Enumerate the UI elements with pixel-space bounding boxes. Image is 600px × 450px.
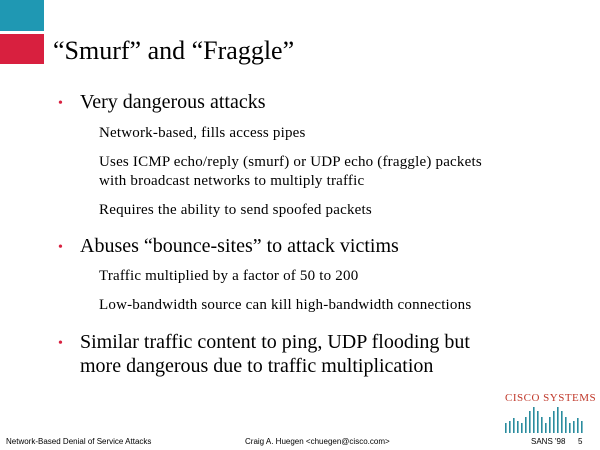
sub-bullet: Network-based, fills access pipes [99,125,306,141]
sub-bullet: Uses ICMP echo/reply (smurf) or UDP echo (fraggle) packets [99,154,482,170]
cisco-bridge-logo-icon [504,403,584,433]
footer-title: Network-Based Denial of Service Attacks [6,437,152,446]
bullet-3-text-line2: more dangerous due to traffic multiplication [80,355,434,377]
red-square-decoration [0,34,44,64]
sub-bullet: with broadcast networks to multiply traffic [99,173,365,189]
sub-bullet: Low-bandwidth source can kill high-bandwidth connections [99,297,472,313]
footer-author: Craig A. Huegen <chuegen@cisco.com> [245,437,390,446]
bullet-1-text: Very dangerous attacks [80,91,266,113]
page-number: 5 [578,437,583,446]
footer-event: SANS '98 [531,437,566,446]
sub-bullet: Traffic multiplied by a factor of 50 to 200 [99,268,359,284]
sub-bullet: Requires the ability to send spoofed packets [99,202,372,218]
bullet-3-text-line1: Similar traffic content to ping, UDP flooding but [80,331,470,353]
cisco-logo-text: CISCO SYSTEMS [505,392,597,404]
bullet-dot: • [58,240,63,255]
teal-square-decoration [0,0,44,31]
bullet-dot: • [58,336,63,351]
bullet-2-text: Abuses “bounce-sites” to attack victims [80,235,399,257]
bullet-dot: • [58,96,63,111]
slide-title: “Smurf” and “Fraggle” [53,36,295,65]
